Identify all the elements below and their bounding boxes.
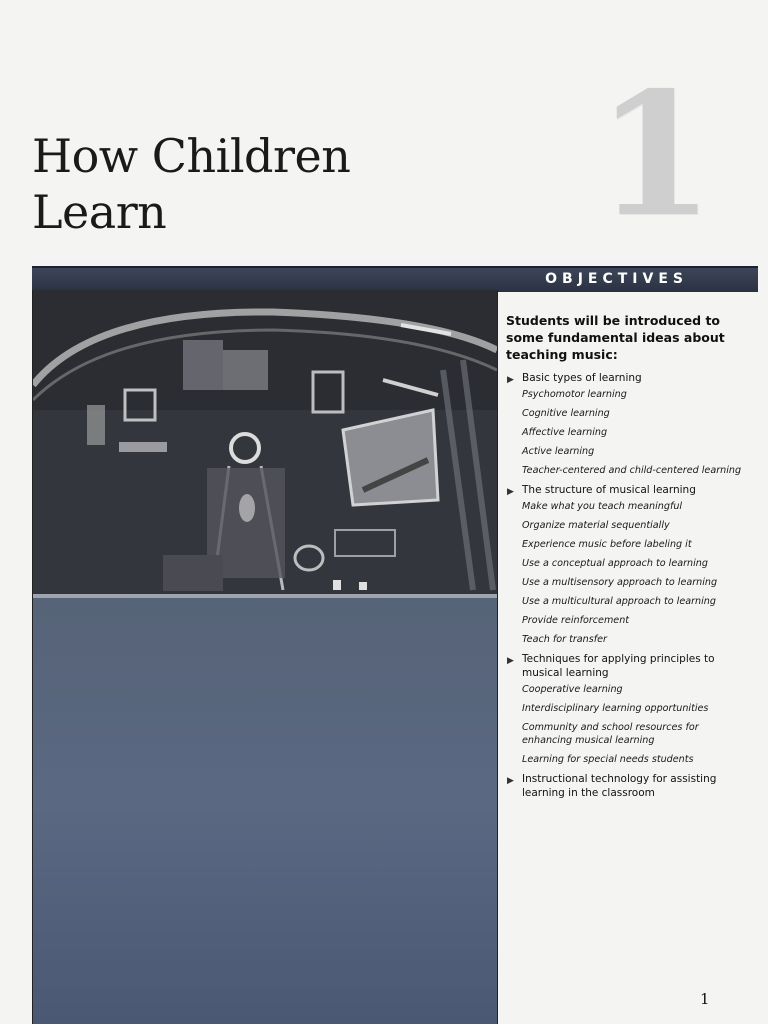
- objectives-list: [506, 371, 746, 800]
- objective-item: [506, 371, 746, 477]
- objective-subitem: Provide reinforcement: [522, 615, 630, 626]
- objective-subitem: Teacher-centered and child-centered learning: [522, 465, 742, 476]
- objective-subitem: Make what you teach meaningful: [522, 501, 683, 512]
- objective-subitem: Active learning: [522, 446, 595, 457]
- triangle-arrow-icon: ▶: [507, 487, 514, 497]
- objective-label: Techniques for applying principles to musical learning: [522, 653, 715, 679]
- page-number: 1: [700, 990, 710, 1008]
- chapter-number: 1: [596, 55, 715, 255]
- objective-label: Basic types of learning: [522, 372, 642, 384]
- objectives-section: [506, 312, 746, 800]
- triangle-arrow-icon: ▶: [507, 656, 514, 666]
- objective-label: Instructional technology for assisting learning in the classroom: [522, 773, 717, 799]
- objectives-banner: [32, 266, 758, 292]
- objective-subitem: Interdisciplinary learning opportunities: [522, 703, 709, 714]
- objective-subitem: Psychomotor learning: [522, 389, 627, 400]
- objective-subitem: Affective learning: [522, 427, 608, 438]
- chapter-title-line-2: Learn: [32, 185, 167, 239]
- objective-subitems: [522, 683, 746, 766]
- objective-subitem: Organize material sequentially: [522, 520, 670, 531]
- objective-subitem: Use a multicultural approach to learning: [522, 596, 716, 607]
- chalk-drawing-photo: [33, 290, 497, 598]
- objective-subitems: [522, 500, 746, 646]
- objective-item: [506, 483, 746, 646]
- objective-subitems: [522, 388, 746, 477]
- objective-item: [506, 772, 746, 800]
- chalk-drawing-illustration: [33, 290, 497, 594]
- chapter-title: [32, 128, 350, 240]
- objective-subitem: Experience music before labeling it: [522, 539, 692, 550]
- objective-item: [506, 652, 746, 766]
- chapter-title-line-1: How Children: [32, 129, 351, 183]
- triangle-arrow-icon: ▶: [507, 375, 514, 385]
- objectives-intro: Students will be introduced to some fundamental ideas about teaching music:: [506, 313, 725, 362]
- objective-subitem: Teach for transfer: [522, 634, 607, 645]
- photo-panel: [32, 290, 498, 1024]
- objective-label: The structure of musical learning: [522, 484, 696, 496]
- objective-subitem: Community and school resources for enhancing musical learning: [522, 722, 699, 746]
- triangle-arrow-icon: ▶: [507, 776, 514, 786]
- objectives-banner-label: OBJECTIVES: [545, 271, 688, 287]
- objective-subitem: Cognitive learning: [522, 408, 610, 419]
- objective-subitem: Use a multisensory approach to learning: [522, 577, 718, 588]
- objective-subitem: Learning for special needs students: [522, 754, 694, 765]
- objective-subitem: Use a conceptual approach to learning: [522, 558, 708, 569]
- objective-subitem: Cooperative learning: [522, 684, 623, 695]
